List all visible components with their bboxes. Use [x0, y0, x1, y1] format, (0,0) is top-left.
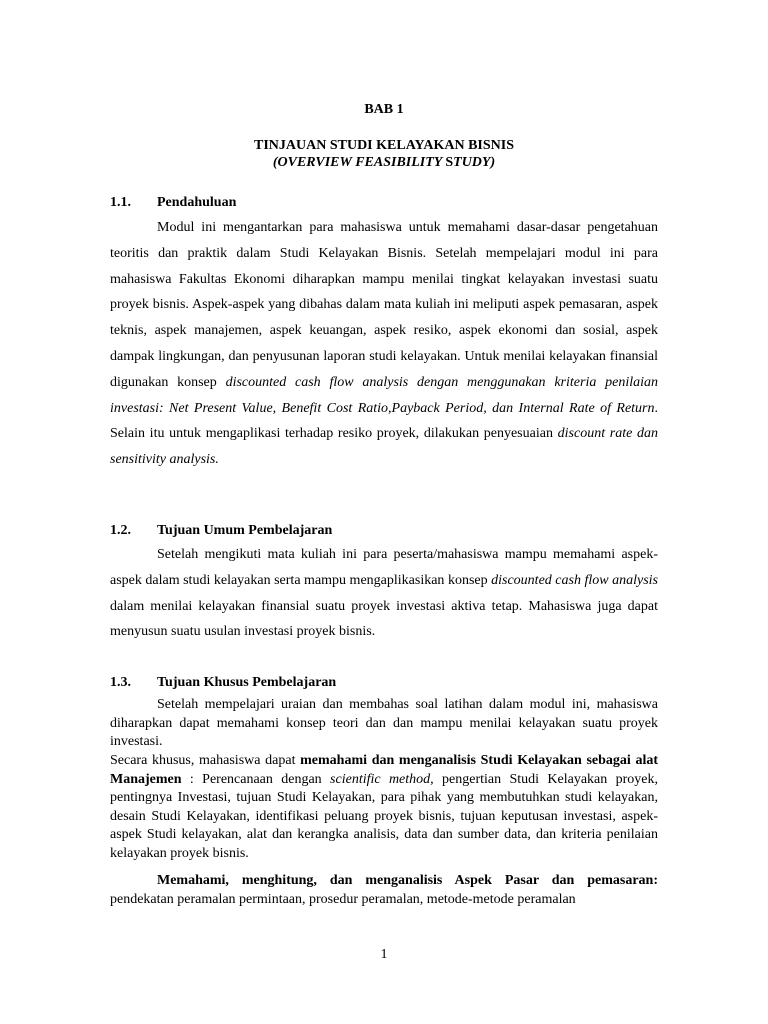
text-run: Modul ini mengantarkan para mahasiswa untuk memahami dasar-dasar pengetahuan teoritis dan praktik dalam Studi Kelayakan Bisnis. Setelah mempelajari modul ini para mahasiswa Fakultas Ekonomi diharapkan mampu menilai tingkat kelayakan investasi suatu proyek bisnis. Aspek-aspek yang dibahas dalam mata kuliah ini meliputi aspek pemasaran, aspek teknis, aspek manajemen, aspek keuangan, aspek resiko, aspek ekonomi dan sosial, aspek dampak lingkungan, dan penyusunan laporan studi kelayakan. Untuk menilai kelayakan finansial digunakan konsep [110, 220, 658, 390]
paragraph-tujuan-khusus-1: Setelah mempelajari uraian dan membahas soal latihan dalam modul ini, mahasiswa diharapkan dapat memahami konsep teori dan dan mampu menilai kelayakan suatu proyek investasi. [110, 697, 658, 750]
title-main: TINJAUAN STUDI KELAYAKAN BISNIS [254, 138, 514, 153]
text-run: pengertian Studi Kelayakan proyek, pentingnya Investasi, tujuan Studi Kelayakan, para pihak yang membutuhkan studi kelayakan, desain Studi Kelayakan, identifikasi peluang proyek bisnis, tujuan keputusan investasi, aspek-aspek Studi kelayakan, alat dan kerangka analisis, data dan sumber data, dan kriteria penilaian kelayakan proyek bisnis. [110, 771, 658, 861]
text-run: . Selain itu untuk mengaplikasi terhadap resiko proyek, dilakukan penyesuaian [110, 400, 658, 442]
paragraph-tujuan-umum [110, 542, 658, 645]
chapter-label: BAB 1 [364, 102, 404, 117]
text-run: Secara khusus, mahasiswa dapat [110, 753, 301, 768]
chapter-title [0, 137, 768, 171]
text-run-italic: scientific method, [330, 771, 434, 787]
section-heading-1-3 [110, 675, 336, 691]
section-heading-1-1 [110, 195, 236, 211]
section-title: Tujuan Khusus Pembelajaran [157, 675, 337, 690]
text-run-italic: discounted cash flow analysis [491, 572, 658, 588]
text-run: Setelah mengikuti mata kuliah ini para peserta/mahasiswa mampu memahami aspek-aspek dalam studi kelayakan serta mampu mengaplikasikan konsep [110, 547, 658, 588]
section-title: Pendahuluan [157, 195, 237, 210]
section-number: 1.2. [110, 523, 131, 538]
text-run: pendekatan peramalan permintaan, prosedur peramalan, metode-metode peramalan [110, 891, 576, 907]
text-run-bold: memahami dan menganalisis Studi Kelayakan sebagai alat Manajemen [110, 753, 658, 787]
text-run: : Perencanaan dengan [181, 771, 331, 787]
paragraph-tujuan-khusus-2 [110, 752, 658, 864]
text-run-italic: discounted cash flow analysis dengan menggunakan kriteria penilaian investasi: Net Present Value, Benefit Cost Ratio,Payback Period, dan Internal Rate of Return [110, 374, 659, 416]
text-run-bold: Memahami, menghitung, dan menganalisis Aspek Pasar dan pemasaran: [157, 873, 658, 888]
section-number: 1.1. [110, 195, 131, 210]
subtitle-part: S [445, 155, 454, 170]
title-subtitle [0, 154, 768, 171]
paragraph-tujuan-khusus-3 [110, 872, 658, 909]
section-title: Tujuan Umum Pembelajaran [157, 523, 333, 538]
page-number: 1 [380, 947, 388, 962]
text-run-italic: discount rate dan sensitivity analysis. [110, 426, 658, 468]
section-heading-1-2 [110, 523, 332, 539]
subtitle-part: (OVERVIEW FEASIBILITY [272, 155, 446, 170]
text-run: dalam menilai kelayakan finansial suatu proyek investasi aktiva tetap. Mahasiswa juga dapat menyusun suatu usulan investasi proyek bisnis. [110, 598, 658, 640]
section-number: 1.3. [110, 675, 131, 690]
paragraph-pendahuluan [110, 215, 658, 473]
subtitle-part: TUDY) [453, 155, 496, 170]
